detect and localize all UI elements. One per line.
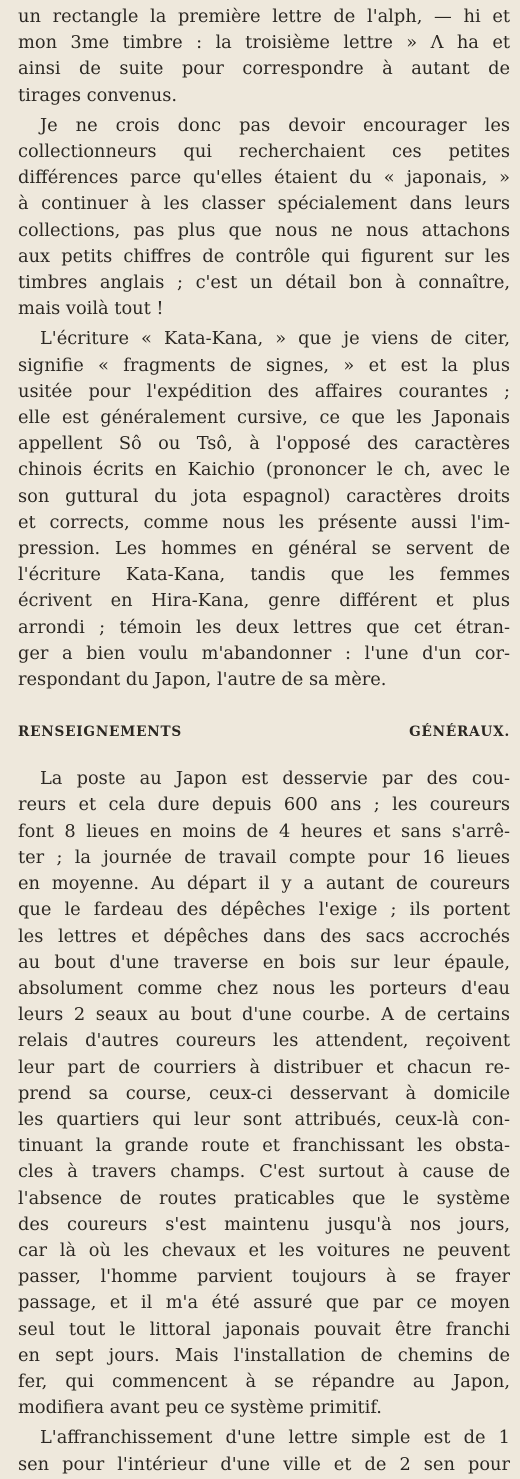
text-line: ter ; la journée de travail compte pour 16 lieues: [18, 846, 510, 868]
paragraph-poste: [18, 766, 510, 1421]
text-line: des coureurs s'est maintenu jusqu'à nos jours,: [18, 1213, 510, 1235]
paragraph-affranchissement: [18, 1425, 510, 1477]
text-line: sen pour l'intérieur d'une ville et de 2 sen pour: [18, 1453, 510, 1475]
text-line: reurs et cela dure depuis 600 ans ; les coureurs: [18, 794, 510, 816]
text-line: chinois écrits en Kaichio (prononcer le ch, avec le: [18, 459, 510, 481]
text-line: les lettres et dépêches dans des sacs accrochés: [18, 925, 510, 947]
text-line: Je ne crois donc pas devoir encourager les: [40, 114, 510, 136]
text-line: et corrects, comme nous les présente aussi l'im-: [18, 511, 510, 533]
text-line: appellent Sô ou Tsô, à l'opposé des caractères: [18, 433, 510, 455]
text-line: en moyenne. Au départ il y a autant de coureurs: [18, 873, 510, 895]
text-line: collectionneurs qui recherchaient ces petites: [18, 141, 510, 163]
section-heading: RENSEIGNEMENTS GÉNÉRAUX.: [18, 724, 510, 741]
text-line: les quartiers qui leur sont attribués, ceux-là con-: [18, 1108, 510, 1130]
text-line: passage, et il m'a été assuré que par ce moyen: [18, 1292, 510, 1314]
text-line: car là où les chevaux et les voitures ne peuvent: [18, 1239, 510, 1261]
paragraph-collectionneurs: [18, 113, 510, 323]
text-line: La poste au Japon est desservie par des cou-: [40, 768, 510, 790]
text-line: tinuant la grande route et franchissant les obsta-: [18, 1135, 510, 1157]
text-line: ger a bien voulu m'abandonner : l'une d'un cor-: [18, 642, 510, 664]
text-line: pression. Les hommes en général se servent de: [18, 538, 510, 560]
text-line: relais d'autres coureurs les attendent, reçoivent: [18, 1030, 510, 1052]
text-line: prend sa course, ceux-ci desservant à domicile: [18, 1082, 510, 1104]
body-text: [18, 4, 510, 1478]
text-line: l'absence de routes praticables que le système: [18, 1187, 510, 1209]
text-line: que le fardeau des dépêches l'exige ; ils portent: [18, 899, 510, 921]
text-line: tirages convenus.: [18, 84, 177, 106]
text-line: écrivent en Hira-Kana, genre différent et plus: [18, 590, 510, 612]
text-line: seul tout le littoral japonais pouvait être franchi: [18, 1318, 510, 1340]
text-line: leurs 2 seaux au bout d'une courbe. A de certains: [18, 1004, 510, 1026]
text-line: aux petits chiffres de contrôle qui figurent sur les: [18, 245, 510, 267]
text-line: ainsi de suite pour correspondre à autant de: [18, 58, 510, 80]
text-line: signifie « fragments de signes, » et est la plus: [18, 354, 510, 376]
text-line: collections, pas plus que nous ne nous attachons: [18, 219, 510, 241]
text-line: en sept jours. Mais l'installation de chemins de: [18, 1344, 510, 1366]
text-line: à continuer à les classer spécialement dans leurs: [18, 193, 510, 215]
text-line: mon 3me timbre : la troisième lettre » Λ ha et: [18, 32, 510, 54]
text-line: fer, qui commencent à se répandre au Japon,: [18, 1370, 510, 1392]
text-line: usitée pour l'expédition des affaires courantes ;: [18, 380, 510, 402]
text-line: absolument comme chez nous les porteurs d'eau: [18, 977, 510, 999]
text-line: arrondi ; témoin les deux lettres que cet étran-: [18, 616, 510, 638]
text-line: elle est généralement cursive, ce que les Japonais: [18, 407, 510, 429]
text-line: L'écriture « Kata-Kana, » que je viens de citer,: [40, 328, 510, 350]
text-line: font 8 lieues en moins de 4 heures et sans s'arrê-: [18, 820, 510, 842]
text-line: L'affranchissement d'une lettre simple est de 1: [40, 1427, 510, 1449]
paragraph-ecriture: [18, 326, 510, 693]
text-line: au bout d'une traverse en bois sur leur épaule,: [18, 951, 510, 973]
text-line: modifiera avant peu ce système primitif.: [18, 1397, 382, 1419]
text-line: un rectangle la première lettre de l'alph, — hi et: [18, 6, 510, 27]
text-line: timbres anglais ; c'est un détail bon à connaître,: [18, 272, 510, 294]
text-line: mais voilà tout !: [18, 298, 164, 320]
text-line: cles à travers champs. C'est surtout à cause de: [18, 1161, 510, 1183]
text-line: passer, l'homme parvient toujours à se frayer: [18, 1266, 510, 1288]
text-line: son guttural du jota espagnol) caractères droits: [18, 485, 510, 507]
paragraph-continuation: [18, 4, 510, 109]
text-line: respondant du Japon, l'autre de sa mère.: [18, 669, 387, 691]
text-line: l'écriture Kata-Kana, tandis que les femmes: [18, 564, 510, 586]
text-line: différences parce qu'elles étaient du « japonais, »: [18, 167, 510, 189]
text-line: leur part de courriers à distribuer et chacun re-: [18, 1056, 510, 1078]
